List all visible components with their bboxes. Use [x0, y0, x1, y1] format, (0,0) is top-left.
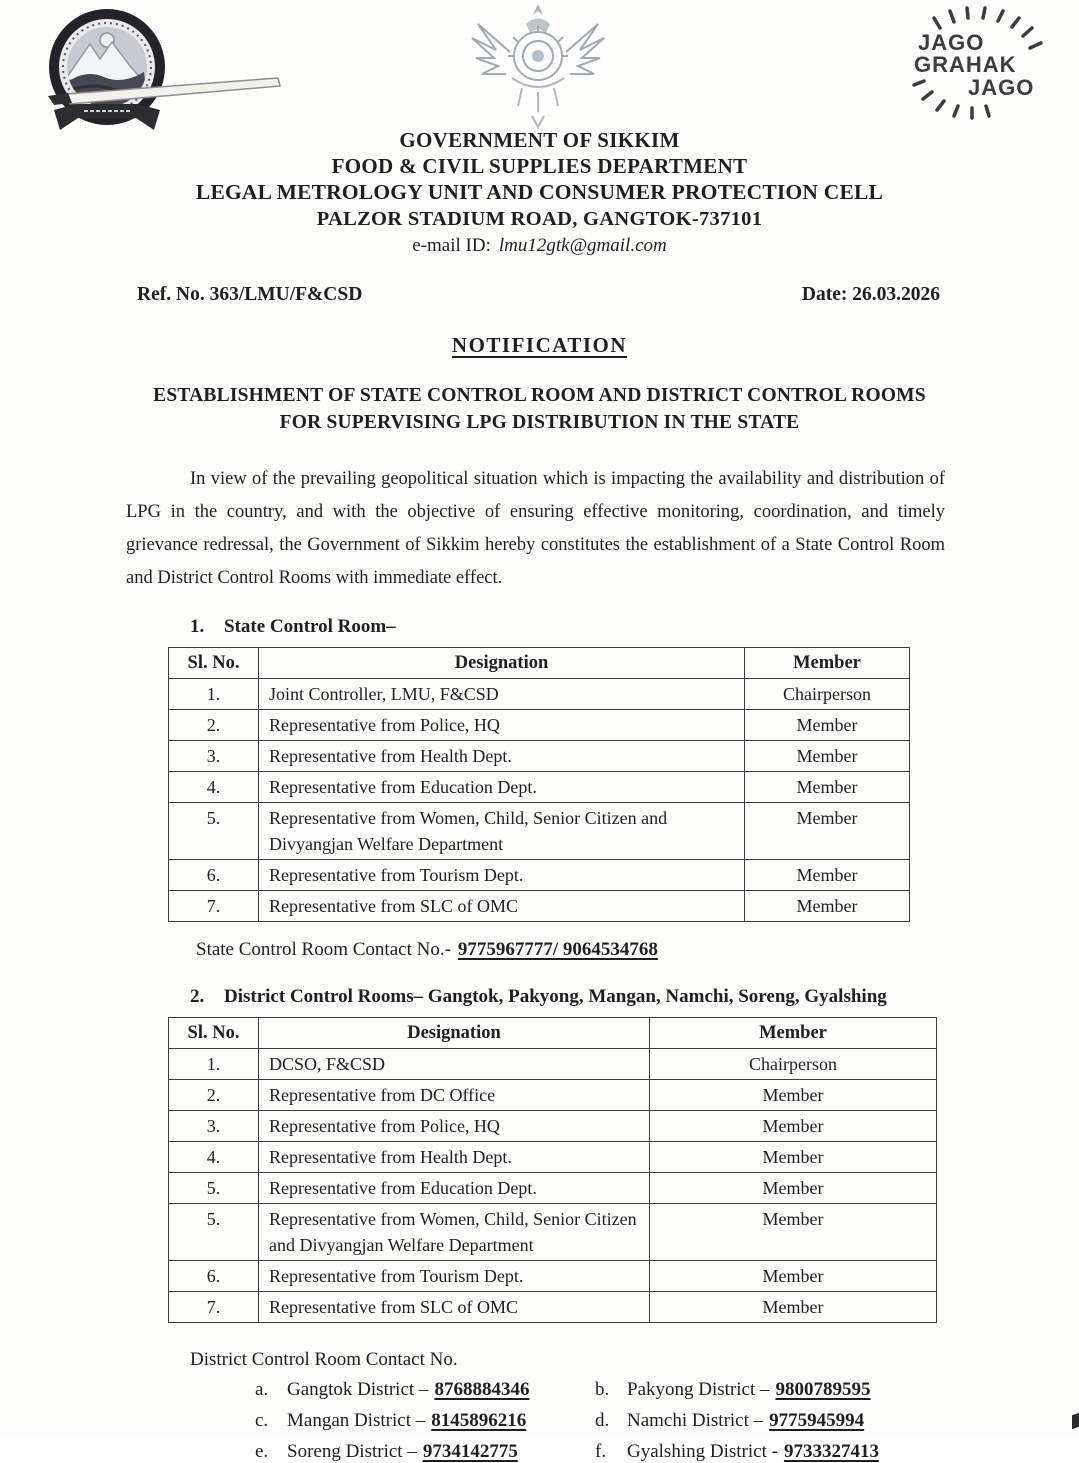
- cell-member: Member: [745, 803, 910, 860]
- cell-designation: Representative from SLC of OMC: [259, 891, 745, 922]
- cell-slno: 1.: [169, 1049, 259, 1080]
- state-control-room-table: [168, 647, 910, 922]
- subject-heading: [0, 382, 1079, 436]
- cell-slno: 4.: [169, 772, 259, 803]
- contact-item-number: 9733327413: [783, 1441, 879, 1462]
- cell-designation: Representative from Police, HQ: [259, 710, 745, 741]
- cell-slno: 5.: [169, 1204, 259, 1261]
- table-header-row: [169, 648, 910, 679]
- org-address-line: PALZOR STADIUM ROAD, GANGTOK-737101: [316, 208, 763, 230]
- district-contact-heading: District Control Room Contact No.: [190, 1349, 458, 1370]
- contact-item-label: Namchi District –: [627, 1410, 764, 1431]
- org-unit-line: LEGAL METROLOGY UNIT AND CONSUMER PROTECTION CELL: [195, 180, 884, 204]
- table-row: [169, 1111, 937, 1142]
- table-row: [169, 1173, 937, 1204]
- contact-item-label: Pakyong District –: [627, 1379, 770, 1400]
- contact-item-number: 9800789595: [775, 1379, 871, 1400]
- state-contact-numbers: 9775967777/ 9064534768: [457, 939, 658, 960]
- state-contact-line: [196, 939, 1079, 961]
- scan-corner-artifact: [1072, 1413, 1079, 1430]
- pen-scan-artifact-icon: [46, 70, 290, 112]
- cell-designation: Representative from Women, Child, Senior Citizen and Divyangjan Welfare Department: [259, 1204, 650, 1261]
- cell-slno: 6.: [169, 1261, 259, 1292]
- section1-title: State Control Room–: [224, 616, 396, 637]
- cell-slno: 6.: [169, 860, 259, 891]
- col-header-slno: Sl. No.: [169, 1018, 259, 1049]
- section2-heading: [190, 986, 1079, 1008]
- table-header-row: [169, 1018, 937, 1049]
- cell-member: Member: [650, 1080, 937, 1111]
- table-row: [169, 741, 910, 772]
- cell-member: Member: [650, 1142, 937, 1173]
- contact-item-key: c.: [255, 1410, 269, 1431]
- ref-date-row: [137, 284, 940, 306]
- cell-slno: 3.: [169, 1111, 259, 1142]
- contact-item-number: 9775945994: [769, 1410, 865, 1431]
- cell-designation: Representative from Education Dept.: [259, 1173, 650, 1204]
- jago-logo-line1: JAGO: [918, 30, 985, 55]
- section1-heading: [190, 616, 1079, 638]
- cell-member: Member: [745, 891, 910, 922]
- contact-item-label: Gangtok District –: [287, 1379, 429, 1400]
- cell-designation: Representative from Tourism Dept.: [259, 860, 745, 891]
- cell-designation: Representative from Health Dept.: [259, 1142, 650, 1173]
- email-label: e-mail ID:: [412, 235, 491, 256]
- district-control-room-table: [168, 1017, 937, 1323]
- cell-designation: Representative from Women, Child, Senior Citizen and Divyangjan Welfare Department: [259, 803, 745, 860]
- contact-item-number: 8768884346: [434, 1379, 530, 1400]
- jago-logo-line2: GRAHAK: [914, 52, 1017, 77]
- section2-title: District Control Rooms– Gangtok, Pakyong, Mangan, Namchi, Soreng, Gyalshing: [224, 986, 887, 1007]
- org-government-line: GOVERNMENT OF SIKKIM: [399, 128, 680, 152]
- cell-designation: Representative from Education Dept.: [259, 772, 745, 803]
- cell-designation: Representative from DC Office: [259, 1080, 650, 1111]
- table-row: [169, 803, 910, 860]
- state-contact-label: State Control Room Contact No.-: [196, 939, 451, 960]
- contact-item-key: a.: [255, 1379, 269, 1400]
- table-row: [169, 1142, 937, 1173]
- table-row: [169, 772, 910, 803]
- ref-number: Ref. No. 363/LMU/F&CSD: [137, 284, 363, 305]
- table-row: [169, 1261, 937, 1292]
- email-line: [0, 233, 1079, 259]
- cell-member: Member: [650, 1173, 937, 1204]
- jago-logo-line3: JAGO: [968, 75, 1035, 100]
- contact-item-key: f.: [595, 1441, 607, 1462]
- cell-slno: 1.: [169, 679, 259, 710]
- cell-member: Member: [745, 710, 910, 741]
- table-row: [169, 679, 910, 710]
- contact-item-number: 8145896216: [431, 1410, 527, 1431]
- cell-slno: 7.: [169, 1292, 259, 1323]
- contact-item-key: e.: [255, 1441, 269, 1462]
- table-row: [169, 1204, 937, 1261]
- table-row: [169, 891, 910, 922]
- org-department-line: FOOD & CIVIL SUPPLIES DEPARTMENT: [331, 154, 748, 178]
- body-paragraph: In view of the prevailing geopolitical situation which is impacting the availability and distribution of LPG in the country, and with the objective of ensuring effective monitoring, coordination, and timely grievance redressal, the Government of Sikkim hereby constitutes the establishment of a State Control Room and District Control Rooms with immediate effect.: [126, 469, 945, 588]
- table-row: [169, 1292, 937, 1323]
- cell-member: Member: [745, 772, 910, 803]
- cell-member: Chairperson: [745, 679, 910, 710]
- org-name-block: [0, 127, 1079, 259]
- cell-member: Member: [650, 1111, 937, 1142]
- district-contact-item: [595, 1410, 985, 1432]
- contact-item-label: Gyalshing District -: [627, 1441, 778, 1462]
- table-row: [169, 860, 910, 891]
- cell-member: Member: [650, 1261, 937, 1292]
- contact-item-key: d.: [595, 1410, 610, 1431]
- email-value: lmu12gtk@gmail.com: [498, 235, 667, 256]
- col-header-designation: Designation: [259, 1018, 650, 1049]
- cell-designation: Representative from Police, HQ: [259, 1111, 650, 1142]
- cell-designation: DCSO, F&CSD: [259, 1049, 650, 1080]
- notification-heading: NOTIFICATION: [451, 333, 628, 357]
- contact-item-label: Soreng District –: [287, 1441, 417, 1462]
- col-header-designation: Designation: [259, 648, 745, 679]
- section2-number: 2.: [190, 986, 205, 1007]
- cell-member: Member: [650, 1204, 937, 1261]
- cell-slno: 5.: [169, 803, 259, 860]
- table-row: [169, 1049, 937, 1080]
- cell-member: Member: [745, 860, 910, 891]
- cell-slno: 3.: [169, 741, 259, 772]
- district-contact-item: [595, 1441, 985, 1463]
- district-contact-item: [595, 1379, 985, 1401]
- letterhead: [0, 0, 1079, 262]
- district-contact-item: [255, 1379, 595, 1401]
- table-row: [169, 710, 910, 741]
- date: Date: 26.03.2026: [801, 284, 940, 305]
- cell-slno: 5.: [169, 1173, 259, 1204]
- col-header-member: Member: [650, 1018, 937, 1049]
- cell-member: Chairperson: [650, 1049, 937, 1080]
- subject-line1: ESTABLISHMENT OF STATE CONTROL ROOM AND DISTRICT CONTROL ROOMS: [153, 385, 926, 406]
- cell-member: Member: [650, 1292, 937, 1323]
- subject-line2: FOR SUPERVISING LPG DISTRIBUTION IN THE STATE: [279, 412, 800, 433]
- coat-of-arms-icon: [448, 0, 628, 130]
- cell-designation: Representative from Health Dept.: [259, 741, 745, 772]
- jago-grahak-jago-logo: [888, 6, 1060, 124]
- contact-item-label: Mangan District –: [287, 1410, 426, 1431]
- cell-member: Member: [745, 741, 910, 772]
- cell-designation: Representative from Tourism Dept.: [259, 1261, 650, 1292]
- table-row: [169, 1080, 937, 1111]
- cell-designation: Joint Controller, LMU, F&CSD: [259, 679, 745, 710]
- col-header-slno: Sl. No.: [169, 648, 259, 679]
- section1-number: 1.: [190, 616, 205, 637]
- cell-slno: 2.: [169, 1080, 259, 1111]
- district-contact-item: [255, 1441, 595, 1463]
- cell-slno: 4.: [169, 1142, 259, 1173]
- cell-designation: Representative from SLC of OMC: [259, 1292, 650, 1323]
- col-header-member: Member: [745, 648, 910, 679]
- sikkim-coat-of-arms: [448, 0, 628, 135]
- contact-item-key: b.: [595, 1379, 610, 1400]
- cell-slno: 2.: [169, 710, 259, 741]
- contact-item-number: 9734142775: [422, 1441, 518, 1462]
- district-contact-list: [255, 1379, 1079, 1463]
- cell-slno: 7.: [169, 891, 259, 922]
- district-contact-item: [255, 1410, 595, 1432]
